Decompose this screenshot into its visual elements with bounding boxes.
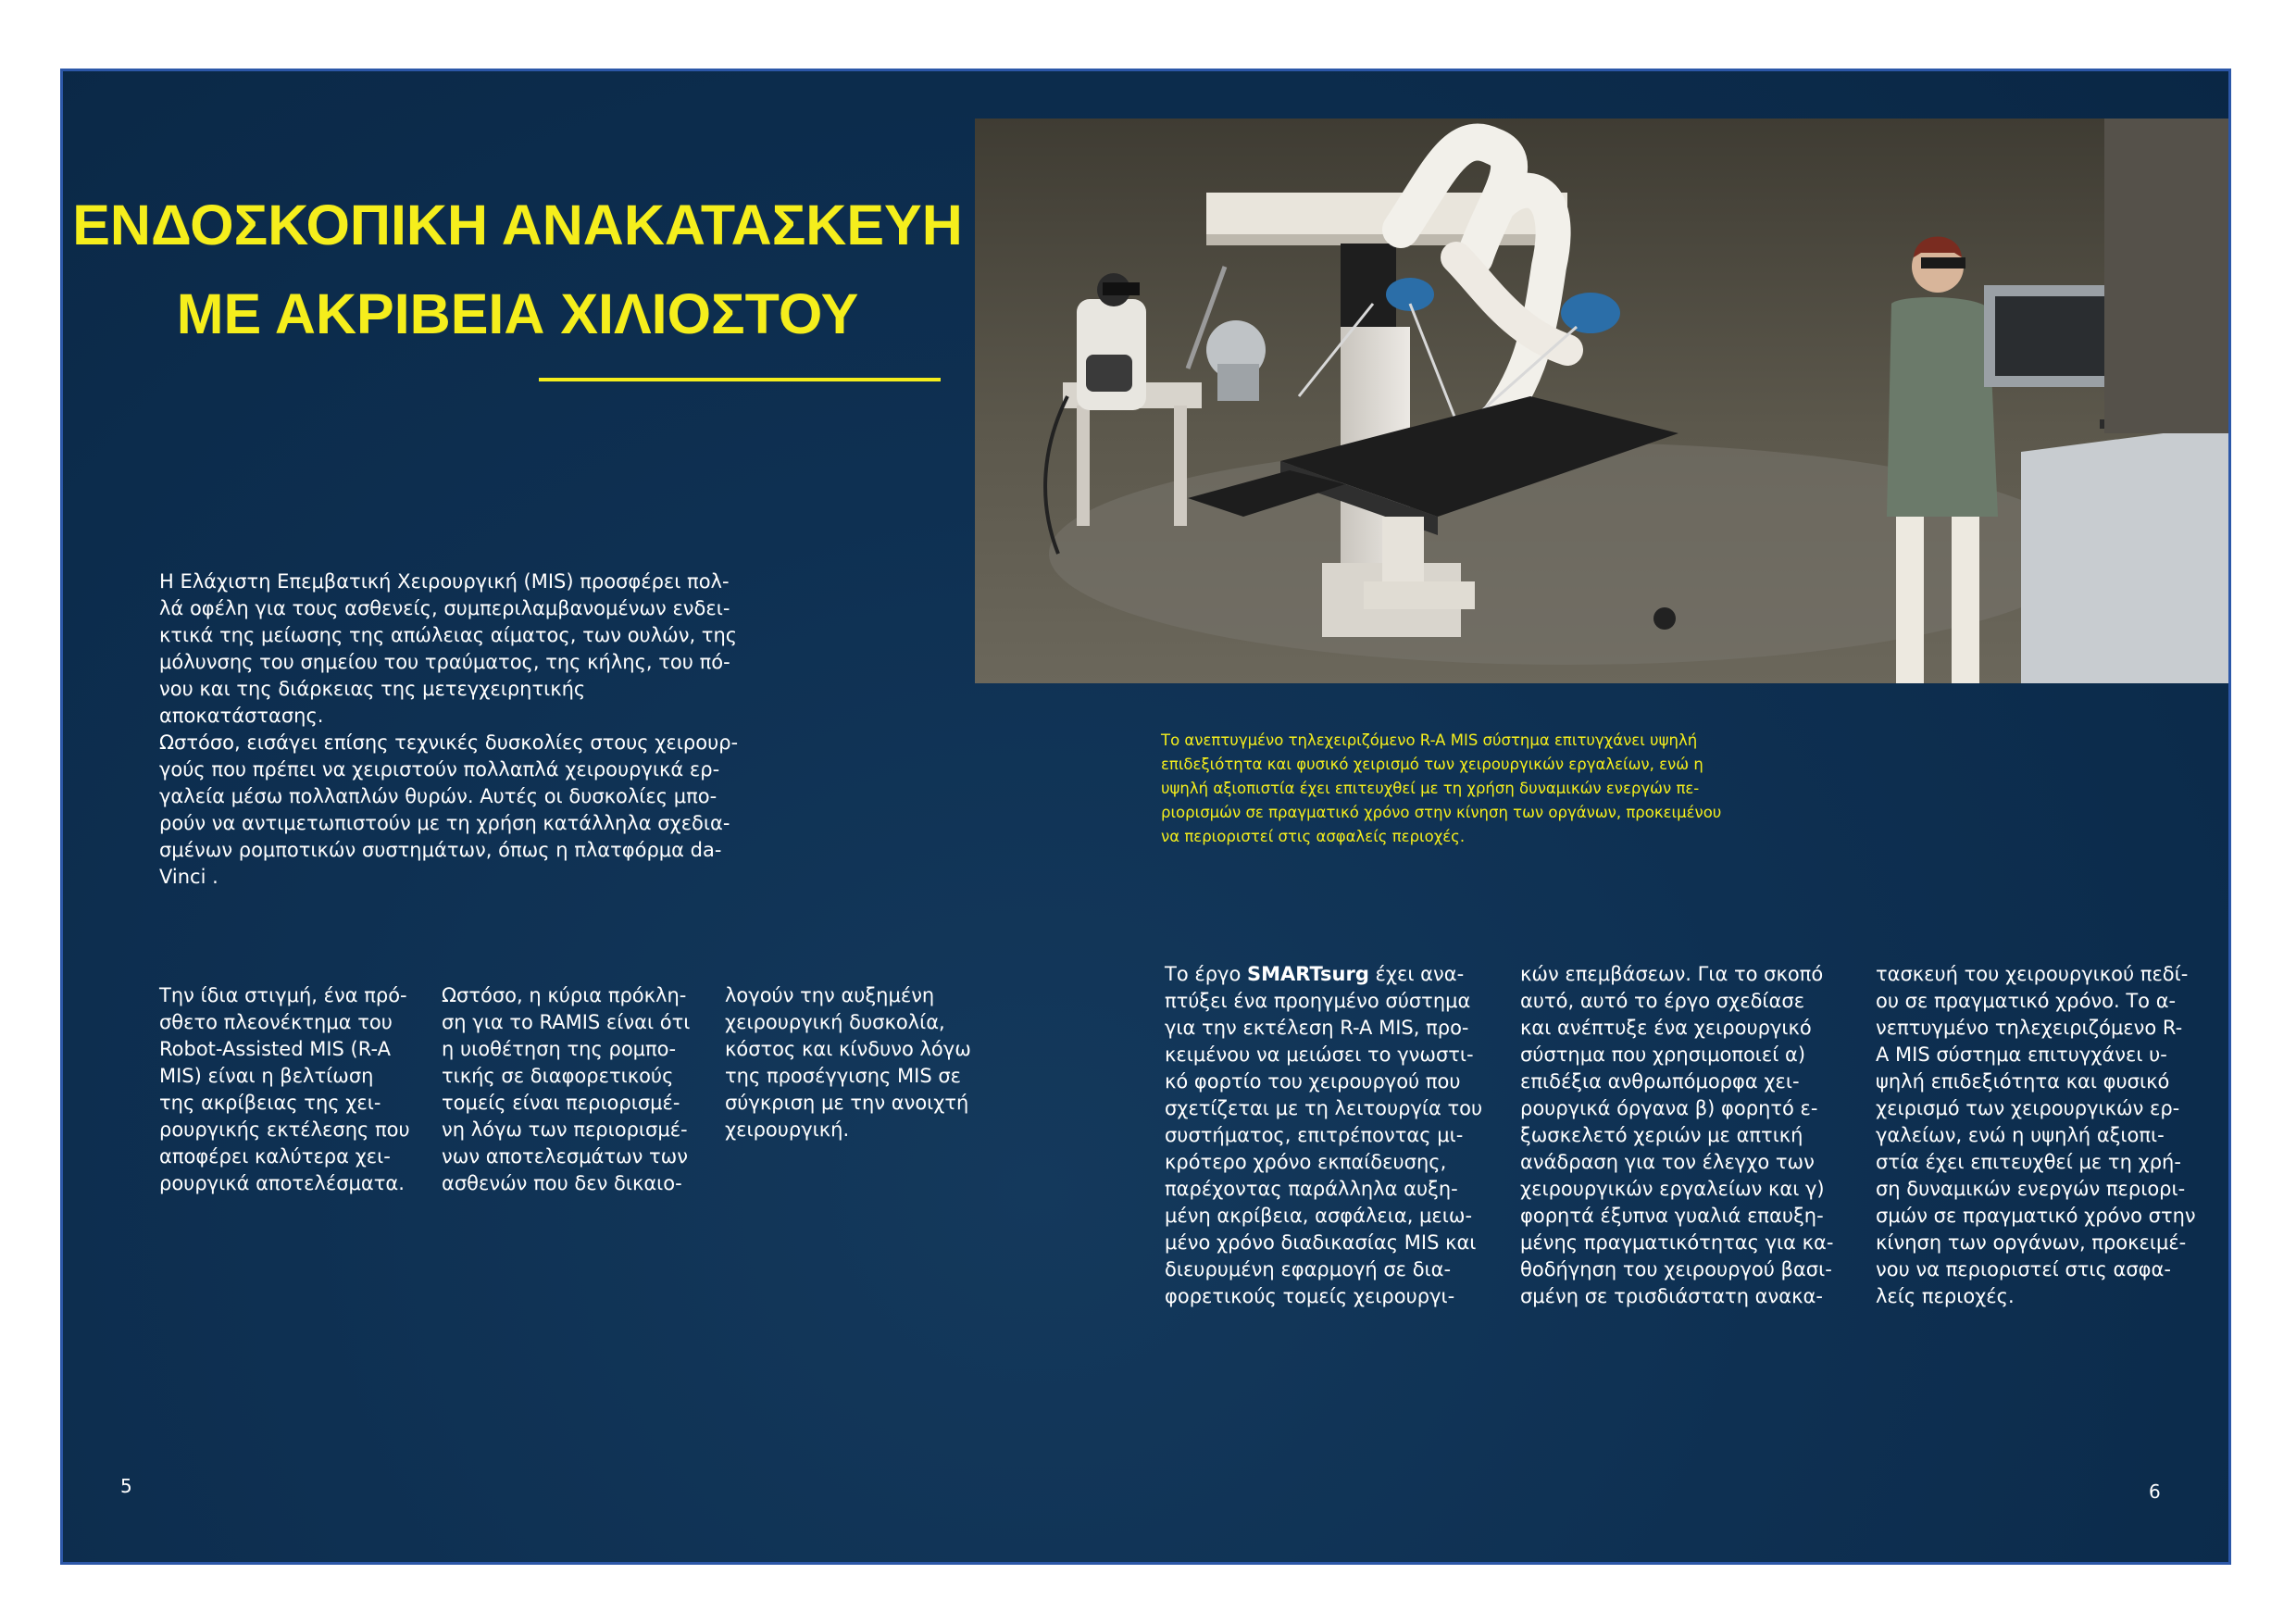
left-column-1: Την ίδια στιγμή, ένα πρό- σθετο πλεονέκτημα του Robot-Assisted MIS (R-A MIS) είναι η βελτίωση της ακρίβειας της χει- ρουργικής εκτέλεσης που αποφέρει καλύτερα χει- ρουργικά αποτελέσματα.	[159, 984, 410, 1194]
left-column-3: λογούν την αυξημένη χειρουργική δυσκολία, κόστος και κίνδυνο λόγω της προσέγγισης MIS σε σύγκριση με την ανοιχτή χειρουργική.	[725, 984, 971, 1141]
intro-paragraph: Η Ελάχιστη Επεμβατική Χειρουργική (MIS) προσφέρει πολ- λά οφέλη για τους ασθενείς, συμπεριλαμβανομένων ενδει- κτικά της μείωσης της απώλειας αίματος, των ουλών, της μόλυνσης του σημείου του τραύματος, της κήλης, του πό- νου και της διάρκειας της μετεγχειρητικής αποκατάστασης. Ωστόσο, εισάγει επίσης τεχνικές δυσκολίες στους χειρουρ- γούς που πρέπει να χειριστούν πολλαπλά χειρουργικά ερ- γαλεία μέσω πολλαπλών θυρών. Αυτές οι δυσκολίες μπο- ρούν να αντιμετωπιστούν με τη χρήση κατάλληλα σχεδια- σμένων ρομποτικών συστημάτων, όπως η πλατφόρμα da- Vinci .	[159, 570, 739, 888]
image-caption: Το ανεπτυγμένο τηλεχειριζόμενο R-A MIS σύστημα επιτυγχάνει υψηλή επιδεξιότητα και φυσικό χειρισμό των χειρουργικών εργαλείων, ενώ η υψηλή αξιοπιστία έχει επιτευχθεί με τη χρήση δυναμικών ενεργών πε- ριορισμών σε πραγματικό χρόνο στην κίνηση των οργάνων, προκειμένου να περιοριστεί στις ασφαλείς περιοχές.	[1161, 731, 1722, 845]
surgical-robot-image	[975, 119, 2231, 683]
smartsurg-lead: Το έργο	[1165, 963, 1247, 985]
page-title	[63, 181, 972, 358]
smartsurg-bold: SMARTsurg	[1246, 963, 1369, 985]
page-number-left: 5	[120, 1475, 132, 1497]
smartsurg-rest: έχει ανα- πτύξει ένα προηγμένο σύστημα για την εκτέλεση R-A MIS, προ- κειμένου να μειώσει το γνωστι- κό φορτίο του χειρουργού που σχετίζεται με τη λειτουργία του συστήματος, επιτρέποντας μι- κρότερο χρόνο εκπαίδευσης, παρέχοντας παράλληλα αυξη- μένη ακρίβεια, ασφάλεια, μειω- μένο χρόνο διαδικασίας MIS και διευρυμένη εφαρμογή σε δια- φορετικούς τομείς χειρουργι-	[1165, 963, 1483, 1307]
page-number-right: 6	[2149, 1480, 2161, 1503]
magazine-spread	[60, 69, 2231, 1565]
title-line-2: ΜΕ ΑΚΡΙΒΕΙΑ ΧΙΛΙΟΣΤΟΥ	[176, 282, 859, 345]
left-column-2: Ωστόσο, η κύρια πρόκλη- ση για το RAMIS είναι ότι η υιοθέτηση της ρομπο- τικής σε διαφορετικούς τομείς είναι περιορισμέ- νη λόγω των περιορισμέ- νων αποτελεσμάτων των ασθενών που δεν δικαιο-	[442, 984, 691, 1194]
title-underline	[539, 378, 941, 381]
right-column-3: τασκευή του χειρουργικού πεδί- ου σε πραγματικό χρόνο. Το α- νεπτυγμένο τηλεχειριζόμενο R- A MIS σύστημα επιτυγχάνει υ- ψηλή επιδεξιότητα και φυσικό χειρισμό των χειρουργικών ερ- γαλείων, ενώ η υψηλή αξιοπι- στία έχει επιτευχθεί με τη χρή- ση δυναμικών ενεργών περιορι- σμών σε πραγματικό χρόνο στην κίνηση των οργάνων, προκειμέ- νου να περιοριστεί στις ασφα- λείς περιοχές.	[1876, 963, 2196, 1307]
right-column-2: κών επεμβάσεων. Για το σκοπό αυτό, αυτό το έργο σχεδίασε και ανέπτυξε ένα χειρουργικό σύστημα που χρησιμοποιεί α) επιδέξια ανθρωπόμορφα χει- ρουργικά όργανα β) φορητό ε- ξωσκελετό χεριών με απτική ανάδραση για τον έλεγχο των χειρουργικών εργαλείων και γ) φορητά έξυπνα γυαλιά επαυξη- μένης πραγματικότητας για κα- θοδήγηση του χειρουργού βασι- σμένη σε τρισδιάστατη ανακα-	[1520, 963, 1834, 1307]
right-column-1	[1165, 961, 1489, 1310]
title-line-1: ΕΝΔΟΣΚΟΠΙΚΗ ΑΝΑΚΑΤΑΣΚΕΥΗ	[72, 194, 963, 256]
